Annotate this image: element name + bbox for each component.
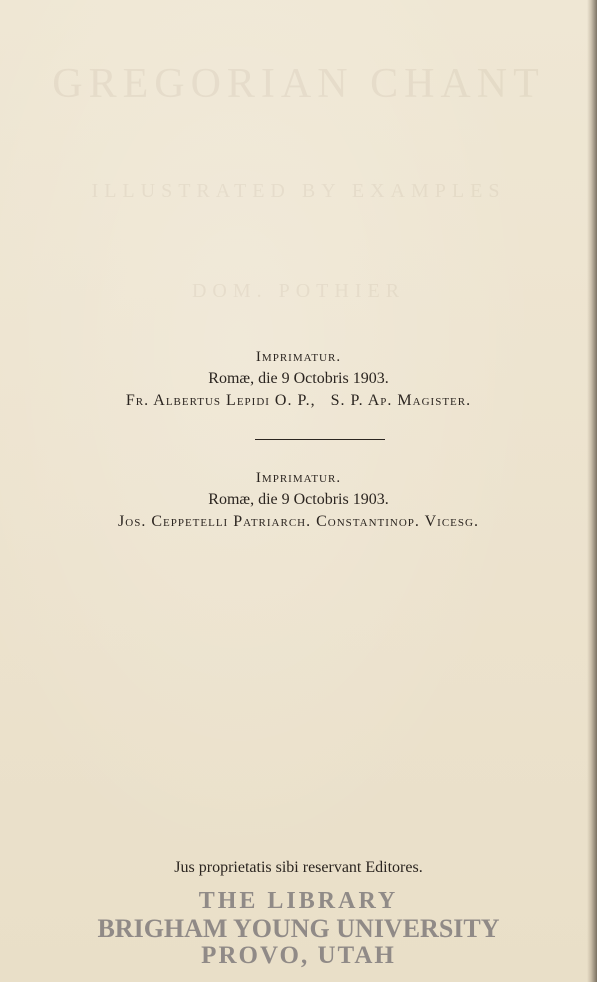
imprimatur-date: Romæ, die 9 Octobris 1903. (208, 370, 389, 387)
library-stamp-line-3: PROVO, UTAH (201, 942, 396, 969)
bleed-through-line-2: DOM. POTHIER (191, 280, 406, 302)
divider-rule (255, 439, 385, 440)
imprimatur-heading: Imprimatur. (255, 470, 342, 486)
bleed-through-line: ILLUSTRATED BY EXAMPLES (91, 180, 506, 202)
copyright-notice: Jus proprietatis sibi reservant Editores. (174, 859, 423, 876)
imprimatur-heading: Imprimatur. (255, 349, 342, 365)
page-binding-edge (587, 0, 597, 982)
imprimatur-block-1 (0, 346, 597, 412)
library-stamp-line-1: THE LIBRARY (198, 888, 399, 914)
imprimatur-date: Romæ, die 9 Octobris 1903. (208, 491, 389, 508)
imprimatur-signatory: Fr. Albertus Lepidi O. P., S. P. Ap. Magister. (125, 392, 472, 409)
bleed-through-title: GREGORIAN CHANT (52, 61, 545, 107)
library-stamp-line-2: BRIGHAM YOUNG UNIVERSITY (97, 914, 500, 943)
imprimatur-signatory: Jos. Ceppetelli Patriarch. Constantinop. Vicesg. (118, 513, 479, 530)
imprimatur-block-2 (0, 467, 597, 533)
